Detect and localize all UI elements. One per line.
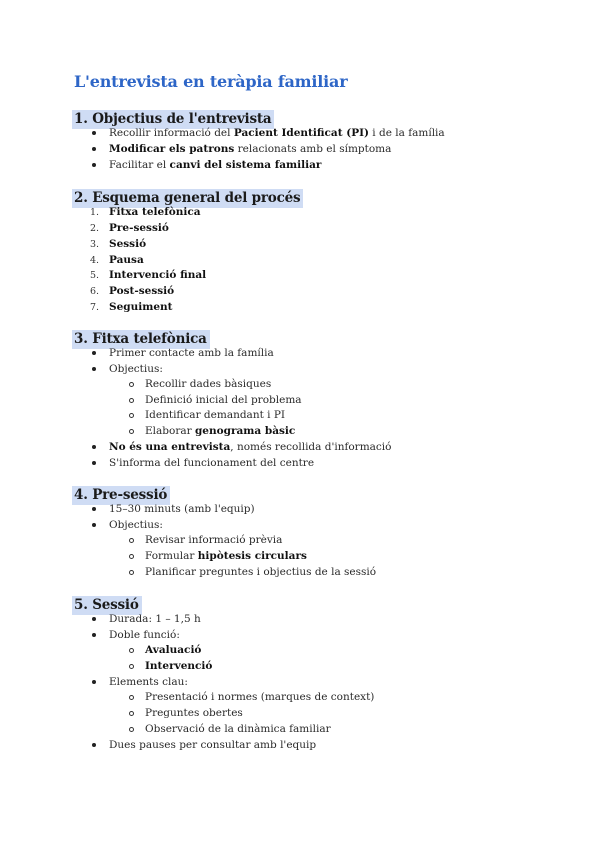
list-item: Dues pauses per consultar amb l'equip [109,739,317,751]
heading-text: 5. Sessió [72,596,142,615]
list-item: Objectius: [109,519,163,531]
circle-bullet-icon [129,711,134,716]
list-item: Facilitar el canvi del sistema familiar [109,159,322,171]
list-item: 15–30 minuts (amb l'equip) [109,503,255,515]
list-number: 2. [90,223,100,234]
heading-text: 3. Fitxa telefònica [72,330,210,349]
heading-text: 4. Pre-sessió [72,486,170,505]
bullet-icon [92,367,96,371]
bullet-icon [92,461,96,465]
circle-bullet-icon [129,413,134,418]
heading-text: 2. Esquema general del procés [72,189,303,208]
list-number: 7. [90,302,100,313]
list-item: Post-sessió [109,285,175,297]
bullet-icon [92,131,96,135]
bullet-icon [92,445,96,449]
circle-bullet-icon [129,648,134,653]
list-item: Durada: 1 – 1,5 h [109,613,201,625]
list-item: Objectius: [109,363,163,375]
list-item: Pausa [109,254,144,266]
bullet-icon [92,633,96,637]
list-number: 1. [90,207,100,218]
list-item: Elements clau: [109,676,188,688]
heading-text: 1. Objectius de l'entrevista [72,110,274,129]
list-item: Doble funció: [109,629,180,641]
bullet-icon [92,617,96,621]
sub-list-item: Identificar demandant i PI [145,409,286,421]
list-item: Intervenció final [109,269,207,281]
bullet-icon [92,680,96,684]
sub-list-item: Planificar preguntes i objectius de la sessió [145,566,377,578]
list-number: 5. [90,270,100,281]
circle-bullet-icon [129,554,134,559]
sub-list-item: Elaborar genograma bàsic [145,425,296,437]
sub-list-item: Presentació i normes (marques de context) [145,691,375,703]
sub-list-item: Avaluació [145,644,202,656]
list-item: No és una entrevista, només recollida d'informació [109,441,392,453]
circle-bullet-icon [129,570,134,575]
list-item: Pre-sessió [109,222,169,234]
bullet-icon [92,523,96,527]
list-item: Fitxa telefònica [109,206,201,218]
sub-list-item: Observació de la dinàmica familiar [145,723,331,735]
sub-list-item: Preguntes obertes [145,707,243,719]
sub-list-item: Recollir dades bàsiques [145,378,272,390]
bullet-icon [92,507,96,511]
list-item: Sessió [109,238,147,250]
list-item: S'informa del funcionament del centre [109,457,315,469]
list-item: Modificar els patrons relacionats amb el símptoma [109,143,392,155]
bullet-icon [92,147,96,151]
circle-bullet-icon [129,538,134,543]
list-number: 6. [90,286,100,297]
circle-bullet-icon [129,695,134,700]
circle-bullet-icon [129,429,134,434]
bullet-icon [92,351,96,355]
sub-list-item: Revisar informació prèvia [145,534,283,546]
circle-bullet-icon [129,664,134,669]
list-item: Recollir informació del Pacient Identificat (PI) i de la família [109,127,445,139]
circle-bullet-icon [129,382,134,387]
circle-bullet-icon [129,727,134,732]
list-number: 3. [90,239,100,250]
sub-list-item: Intervenció [145,660,213,672]
list-item: Primer contacte amb la família [109,347,274,359]
document-title: L'entrevista en teràpia familiar [74,72,348,91]
sub-list-item: Formular hipòtesis circulars [145,550,307,562]
circle-bullet-icon [129,398,134,403]
bullet-icon [92,743,96,747]
list-number: 4. [90,255,100,266]
bullet-icon [92,163,96,167]
sub-list-item: Definició inicial del problema [145,394,302,406]
list-item: Seguiment [109,301,173,313]
